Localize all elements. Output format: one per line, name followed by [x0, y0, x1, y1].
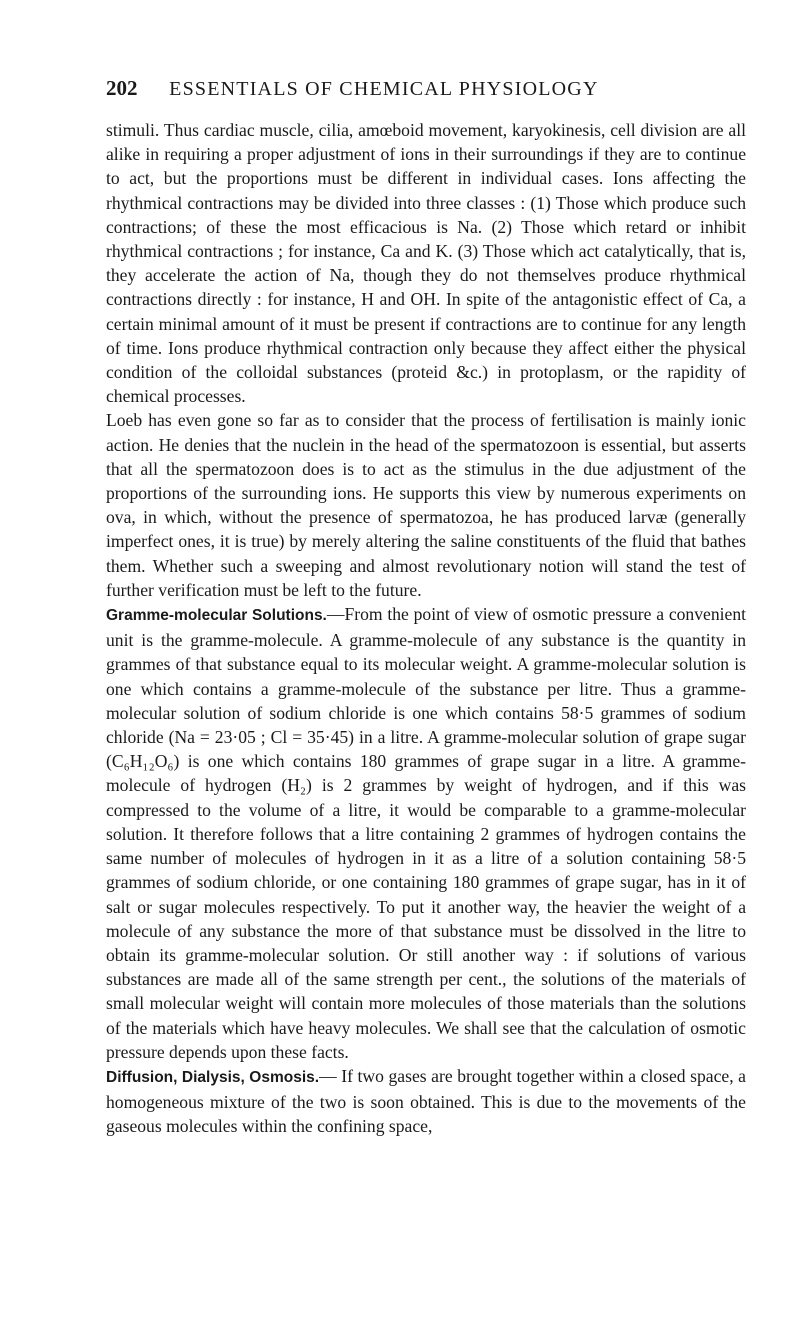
- section-heading: Gramme-molecular Solutions.: [106, 607, 327, 625]
- paragraph: [106, 602, 746, 1064]
- paragraph-text: Loeb has even gone so far as to consider that the process of fertilisation is mainly ionic action. He denies that the nuclein in the head of the spermatozoon is essential, but asserts that all the spermatozoon does is to act as the stimulus in the due adjustment of the proportions of the surrounding ions. He supports this view by numerous experiments on ova, in which, without the presence of spermatozoa, he has produced larvæ (generally imperfect ones, it is true) by merely altering the saline constituents of the fluid that bathes them. Whether such a sweeping and almost revolutionary notion will stand the test of further verification must be left to the future.: [106, 410, 746, 600]
- paragraph-text: stimuli. Thus cardiac muscle, cilia, amœboid movement, karyokinesis, cell division are all alike in requiring a proper adjustment of ions in their surroundings if they are to continue to act, but the proportions must be different in individual cases. Ions affecting the rhythmical contractions may be divided into three classes : (1) Those which produce such contractions; of these the most efficacious is Na. (2) Those which retard or inhibit rhythmical contractions ; for instance, Ca and K. (3) Those which act catalytically, that is, they accelerate the action of Na, though they do not themselves produce rhythmical contractions directly : for instance, H and OH. In spite of the antagonistic effect of Ca, a certain minimal amount of it must be present if contractions are to continue for any length of time. Ions produce rhythmical contraction only because they affect either the physical condition of the colloidal substances (proteid &c.) in protoplasm, or the rapidity of chemical processes.: [106, 120, 746, 407]
- section-heading: Diffusion, Dialysis, Osmosis.: [106, 1068, 320, 1086]
- paragraph-text: — If two gases are brought together within a closed space, a homogeneous mixture of the two is soon obtained. This is due to the movements of the gaseous molecules within the confining space,: [106, 1065, 746, 1137]
- body-text: [106, 118, 746, 1139]
- page-number: 202: [106, 76, 138, 100]
- paragraph: [106, 118, 746, 408]
- page-header: [106, 76, 746, 101]
- paragraph: [106, 1064, 746, 1139]
- paragraph-text: —From the point of view of osmotic pressure a convenient unit is the gramme-molecule. A gramme-molecule of any substance is the quantity in grammes of that substance equal to its molecular weight. A gramme-molecular solution is one which contains a gramme-molecule of the substance per litre. Thus a gramme-molecular solution of sodium chloride is one which contains 58·5 grammes of sodium chloride (Na = 23·05 ; Cl = 35·45) in a litre. A gramme-molecular solution of grape sugar (C₆H₁₂O₆) is one which contains 180 grammes of grape sugar in a litre. A gramme-molecule of hydrogen (H₂) is 2 grammes by weight of hydrogen, and if this was compressed to the volume of a litre, it would be comparable to a gramme-molecular solution. It therefore follows that a litre containing 2 grammes of hydrogen contains the same number of molecules of hydrogen in it as a litre of a solution containing 58·5 grammes of sodium chloride, or one containing 180 grammes of grape sugar, has in it of salt or sugar molecules respectively. To put it another way, the heavier the weight of a molecule of any substance the more of that substance must be dissolved in the litre to obtain its gramme-molecular solution. Or still another way : if solutions of various substances are made all of the same strength per cent., the solutions of the materials of small molecular weight will contain more molecules of those materials than the solutions of the materials which have heavy molecules. We shall see that the calculation of osmotic pressure depends upon these facts.: [106, 604, 747, 1062]
- paragraph: [106, 408, 746, 602]
- running-title: ESSENTIALS OF CHEMICAL PHYSIOLOGY: [169, 78, 599, 100]
